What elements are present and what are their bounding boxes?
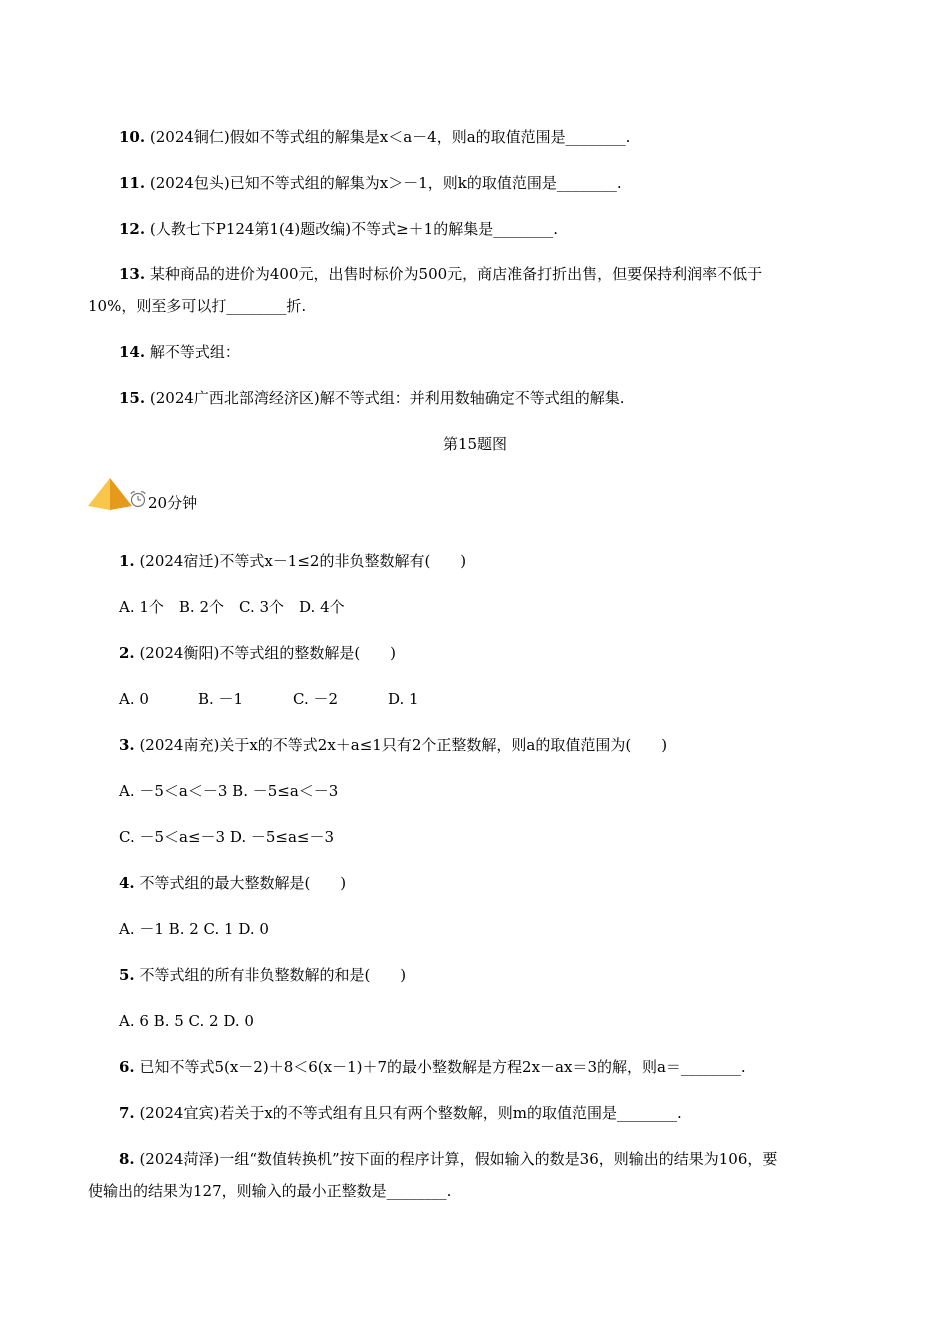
- question-text: 某种商品的进价为400元，出售时标价为500元，商店准备打折出售，但要保持利润率不低于: [149, 265, 763, 283]
- question-15: [119, 388, 625, 408]
- question-number: 10.: [119, 128, 146, 146]
- fill-question-8-continued: 使输出的结果为127，则输入的最小正整数是________.: [88, 1182, 452, 1200]
- question-12: [119, 219, 558, 239]
- question-11: [119, 173, 622, 193]
- question-number: 12.: [119, 220, 146, 238]
- mc-question-5: [119, 965, 406, 985]
- question-14: [119, 342, 240, 362]
- question-text: (2024宿迁)不等式x－1≤2的非负整数解有( ): [139, 552, 467, 570]
- question-text: (2024铜仁)假如不等式组的解集是x＜a－4，则a的取值范围是________.: [149, 128, 631, 146]
- question-10: [119, 127, 630, 147]
- question-text: 不等式组的所有非负整数解的和是( ): [139, 966, 407, 984]
- question-number: 6.: [119, 1058, 135, 1076]
- option-c: C. －2: [293, 690, 339, 708]
- question-number: 8.: [119, 1150, 135, 1168]
- pyramid-icon: [88, 476, 132, 512]
- question-number: 4.: [119, 874, 135, 892]
- question-number: 1.: [119, 552, 135, 570]
- mc-question-4: [119, 873, 346, 893]
- question-text: 不等式组的最大整数解是( ): [139, 874, 347, 892]
- option-b: B. －1: [198, 690, 244, 708]
- question-number: 5.: [119, 966, 135, 984]
- fill-question-6: [119, 1057, 746, 1077]
- question-number: 3.: [119, 736, 135, 754]
- question-text: (2024菏泽)一组“数值转换机”按下面的程序计算，假如输入的数是36，则输出的结果为106，要: [139, 1150, 778, 1168]
- question-number: 14.: [119, 343, 146, 361]
- mc-question-3: [119, 735, 667, 755]
- question-number: 2.: [119, 644, 135, 662]
- question-13-continued: 10%，则至多可以打________折.: [88, 297, 307, 315]
- fill-question-7: [119, 1103, 682, 1123]
- question-number: 15.: [119, 389, 146, 407]
- fill-question-8: [119, 1149, 777, 1169]
- question-text: (2024南充)关于x的不等式2x＋a≤1只有2个正整数解，则a的取值范围为( ): [139, 736, 668, 754]
- time-label: 20分钟: [148, 494, 198, 512]
- question-text: (人教七下P124第1(4)题改编)不等式≥＋1的解集是________.: [149, 220, 558, 238]
- question-13: [119, 264, 762, 284]
- alarm-clock-icon: [129, 490, 147, 508]
- question-text: 已知不等式5(x－2)＋8＜6(x－1)＋7的最小整数解是方程2x－ax＝3的解，则a＝________.: [139, 1058, 746, 1076]
- mc-question-2: [119, 643, 396, 663]
- question-number: 13.: [119, 265, 146, 283]
- mc-question-1-options: A. 1个 B. 2个 C. 3个 D. 4个: [119, 598, 345, 616]
- mc-question-1: [119, 551, 466, 571]
- question-text: (2024宜宾)若关于x的不等式组有且只有两个整数解，则m的取值范围是________.: [139, 1104, 682, 1122]
- question-text: (2024衡阳)不等式组的整数解是( ): [139, 644, 397, 662]
- mc-question-4-options: A. －1 B. 2 C. 1 D. 0: [119, 920, 269, 938]
- option-d: D. 1: [388, 690, 419, 708]
- mc-question-3-options-1: A. －5＜a＜－3 B. －5≤a＜－3: [119, 782, 339, 800]
- question-number: 7.: [119, 1104, 135, 1122]
- mc-question-5-options: A. 6 B. 5 C. 2 D. 0: [119, 1012, 254, 1030]
- mc-question-3-options-2: C. －5＜a≤－3 D. －5≤a≤－3: [119, 828, 335, 846]
- question-text: 解不等式组：: [149, 343, 240, 361]
- figure-caption: 第15题图: [442, 435, 508, 453]
- option-a: A. 0: [119, 690, 149, 708]
- question-text: (2024广西北部湾经济区)解不等式组：并利用数轴确定不等式组的解集.: [149, 389, 625, 407]
- question-text: (2024包头)已知不等式组的解集为x＞－1，则k的取值范围是________.: [149, 174, 622, 192]
- question-number: 11.: [119, 174, 146, 192]
